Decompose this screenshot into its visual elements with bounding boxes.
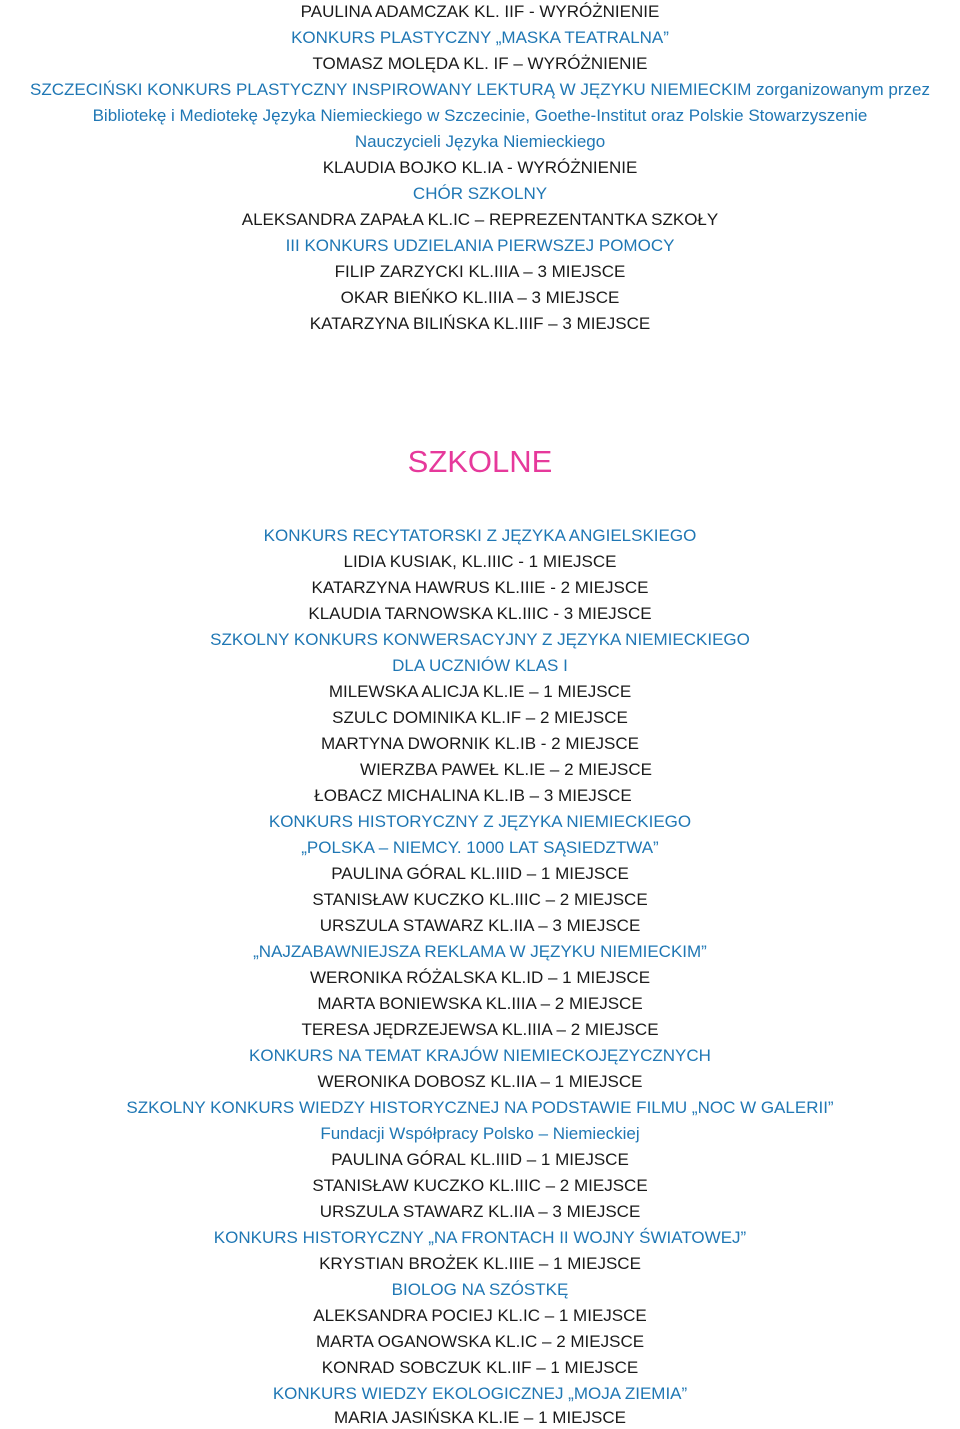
- contest-title: SZCZECIŃSKI KONKURS PLASTYCZNY INSPIROWANY LEKTURĄ W JĘZYKU NIEMIECKIM zorganizowanym przez: [30, 80, 930, 99]
- award-entry: WERONIKA RÓŻALSKA KL.ID – 1 MIEJSCE: [309, 968, 651, 987]
- award-entry: MARTYNA DWORNIK KL.IB - 2 MIEJSCE: [320, 734, 640, 753]
- award-entry: OKAR BIEŃKO KL.IIIA – 3 MIEJSCE: [340, 288, 620, 307]
- contest-title: KONKURS RECYTATORSKI Z JĘZYKA ANGIELSKIEGO: [263, 526, 697, 545]
- award-entry: ALEKSANDRA ZAPAŁA KL.IC – REPREZENTANTKA SZKOŁY: [241, 210, 719, 229]
- award-entry: KLAUDIA BOJKO KL.IA - WYRÓŻNIENIE: [322, 158, 638, 177]
- award-entry: WIERZBA PAWEŁ KL.IE – 2 MIEJSCE: [360, 760, 652, 779]
- award-entry: PAULINA GÓRAL KL.IIID – 1 MIEJSCE: [331, 864, 629, 883]
- contest-title: CHÓR SZKOLNY: [412, 184, 548, 203]
- award-entry: KONRAD SOBCZUK KL.IIF – 1 MIEJSCE: [321, 1358, 639, 1377]
- contest-title: KONKURS NA TEMAT KRAJÓW NIEMIECKOJĘZYCZNYCH: [249, 1046, 711, 1065]
- contest-title: „POLSKA – NIEMCY. 1000 LAT SĄSIEDZTWA”: [301, 838, 659, 857]
- award-entry: ALEKSANDRA POCIEJ KL.IC – 1 MIEJSCE: [313, 1306, 647, 1325]
- award-entry: URSZULA STAWARZ KL.IIA – 3 MIEJSCE: [319, 916, 641, 935]
- award-entry: KLAUDIA TARNOWSKA KL.IIIC - 3 MIEJSCE: [308, 604, 652, 623]
- contest-title: KONKURS PLASTYCZNY „MASKA TEATRALNA”: [291, 28, 669, 47]
- award-entry: KRYSTIAN BROŻEK KL.IIIE – 1 MIEJSCE: [319, 1254, 641, 1273]
- section-heading: SZKOLNE: [407, 444, 553, 479]
- contest-title: Nauczycieli Języka Niemieckiego: [354, 132, 606, 151]
- award-entry: URSZULA STAWARZ KL.IIA – 3 MIEJSCE: [319, 1202, 641, 1221]
- contest-title: „NAJZABAWNIEJSZA REKLAMA W JĘZYKU NIEMIECKIM”: [253, 942, 707, 961]
- award-entry: TERESA JĘDRZEJEWSA KL.IIIA – 2 MIEJSCE: [301, 1020, 659, 1039]
- contest-title: BIOLOG NA SZÓSTKĘ: [391, 1280, 569, 1299]
- award-entry: TOMASZ MOLĘDA KL. IF – WYRÓŻNIENIE: [312, 54, 648, 73]
- contest-title: Fundacji Współpracy Polsko – Niemieckiej: [320, 1124, 640, 1143]
- contest-title: Bibliotekę i Mediotekę Języka Niemieckiego w Szczecinie, Goethe-Institut oraz Polskie Stowarzyszenie: [92, 106, 868, 125]
- award-entry: STANISŁAW KUCZKO KL.IIIC – 2 MIEJSCE: [312, 1176, 648, 1195]
- award-entry: KATARZYNA BILIŃSKA KL.IIIF – 3 MIEJSCE: [309, 314, 651, 333]
- contest-title: KONKURS HISTORYCZNY Z JĘZYKA NIEMIECKIEGO: [268, 812, 692, 831]
- award-entry: FILIP ZARZYCKI KL.IIIA – 3 MIEJSCE: [334, 262, 626, 281]
- award-entry: STANISŁAW KUCZKO KL.IIIC – 2 MIEJSCE: [312, 890, 648, 909]
- award-entry: LIDIA KUSIAK, KL.IIIC - 1 MIEJSCE: [343, 552, 617, 571]
- award-entry: KATARZYNA HAWRUS KL.IIIE - 2 MIEJSCE: [311, 578, 649, 597]
- award-entry: MARIA JASIŃSKA KL.IE – 1 MIEJSCE: [334, 1408, 626, 1427]
- award-entry: SZULC DOMINIKA KL.IF – 2 MIEJSCE: [332, 708, 628, 727]
- award-entry: PAULINA ADAMCZAK KL. IIF - WYRÓŻNIENIE: [300, 2, 660, 21]
- award-entry: MARTA BONIEWSKA KL.IIIA – 2 MIEJSCE: [317, 994, 643, 1013]
- contest-title: KONKURS HISTORYCZNY „NA FRONTACH II WOJNY ŚWIATOWEJ”: [213, 1228, 747, 1247]
- award-entry: WERONIKA DOBOSZ KL.IIA – 1 MIEJSCE: [317, 1072, 643, 1091]
- award-entry: MARTA OGANOWSKA KL.IC – 2 MIEJSCE: [315, 1332, 645, 1351]
- award-entry: ŁOBACZ MICHALINA KL.IB – 3 MIEJSCE: [314, 786, 632, 805]
- contest-title: KONKURS WIEDZY EKOLOGICZNEJ „MOJA ZIEMIA”: [272, 1384, 688, 1403]
- award-entry: MILEWSKA ALICJA KL.IE – 1 MIEJSCE: [328, 682, 632, 701]
- contest-title: III KONKURS UDZIELANIA PIERWSZEJ POMOCY: [285, 236, 675, 255]
- contest-title: SZKOLNY KONKURS KONWERSACYJNY Z JĘZYKA NIEMIECKIEGO: [210, 630, 750, 649]
- contest-title: SZKOLNY KONKURS WIEDZY HISTORYCZNEJ NA PODSTAWIE FILMU „NOC W GALERII”: [126, 1098, 834, 1117]
- award-entry: PAULINA GÓRAL KL.IIID – 1 MIEJSCE: [331, 1150, 629, 1169]
- contest-title: DLA UCZNIÓW KLAS I: [392, 656, 568, 675]
